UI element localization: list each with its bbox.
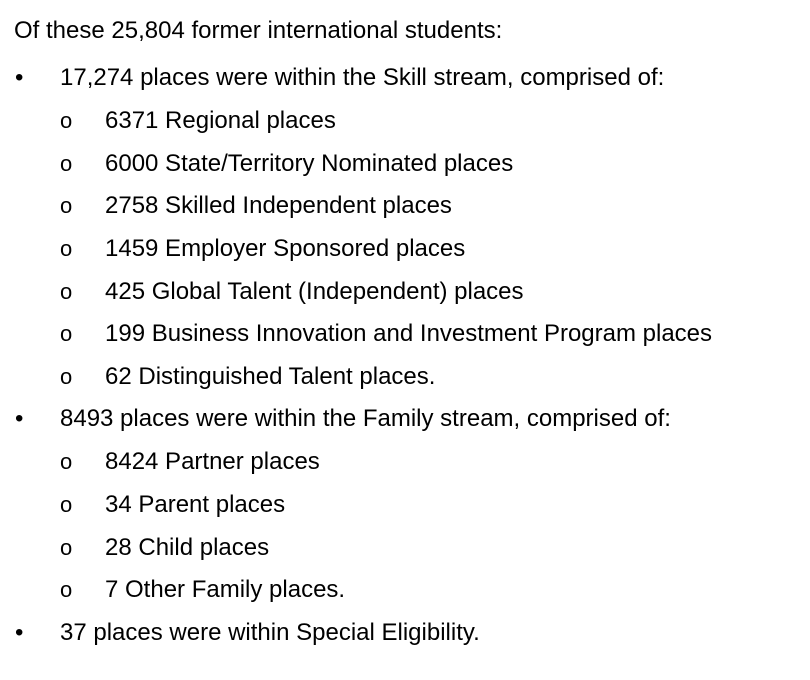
circle-bullet-icon: o [60, 535, 73, 560]
circle-bullet-icon: o [60, 151, 73, 176]
sub-list-item-text: 6371 Regional places [105, 107, 336, 134]
sub-list-item-text: 1459 Employer Sponsored places [105, 235, 466, 262]
sub-list-item-text: 34 Parent places [105, 491, 286, 518]
list-item-text: 8493 places were within the Family stream, comprised of: [60, 405, 671, 432]
circle-bullet-icon: o [60, 577, 73, 602]
sub-list-item-text: 6000 State/Territory Nominated places [105, 150, 514, 177]
circle-bullet-icon: o [60, 364, 73, 389]
sub-list-item-text: 62 Distinguished Talent places. [105, 363, 436, 390]
list-item-text: 17,274 places were within the Skill stream, comprised of: [60, 64, 665, 91]
list-item-text: 37 places were within Special Eligibility. [60, 619, 480, 646]
circle-bullet-icon: o [60, 193, 73, 218]
sub-list-item-text: 199 Business Innovation and Investment Program places [105, 320, 713, 347]
intro-text: Of these 25,804 former international students: [14, 17, 503, 44]
sub-list-item-text: 7 Other Family places. [105, 576, 346, 603]
sub-list-item-text: 425 Global Talent (Independent) places [105, 278, 524, 305]
circle-bullet-icon: o [60, 236, 73, 261]
circle-bullet-icon: o [60, 492, 73, 517]
sub-list-item-text: 8424 Partner places [105, 448, 320, 475]
circle-bullet-icon: o [60, 108, 73, 133]
sub-list-item-text: 2758 Skilled Independent places [105, 192, 452, 219]
circle-bullet-icon: o [60, 279, 73, 304]
bullet-icon: • [15, 64, 24, 91]
sub-list-item-text: 28 Child places [105, 534, 270, 561]
bullet-icon: • [15, 619, 24, 646]
bullet-icon: • [15, 405, 24, 432]
circle-bullet-icon: o [60, 321, 73, 346]
circle-bullet-icon: o [60, 449, 73, 474]
